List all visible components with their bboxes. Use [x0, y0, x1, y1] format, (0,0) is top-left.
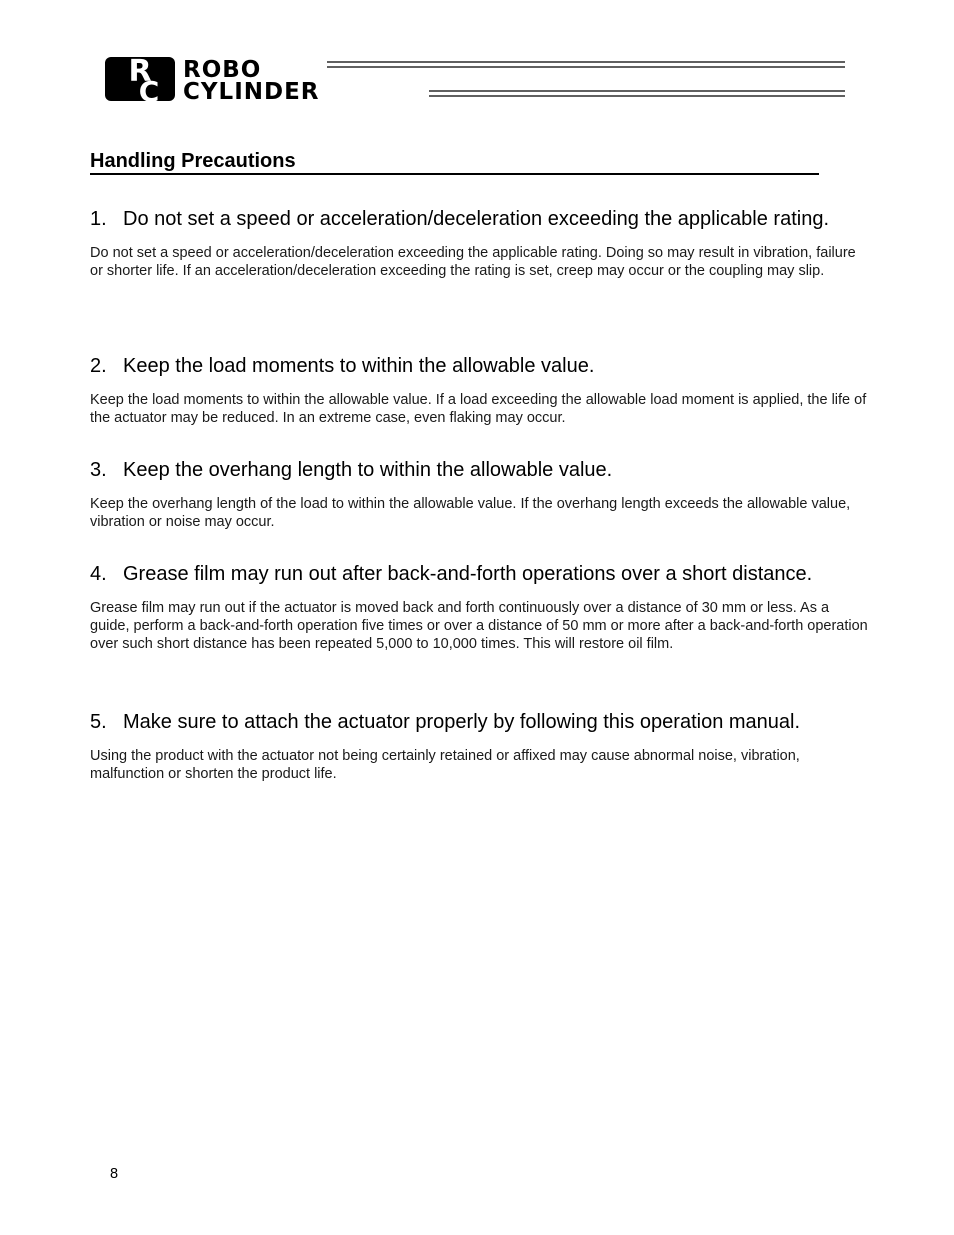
precaution-body: Keep the load moments to within the allowable value. If a load exceeding the allowable load moment is applied, the life of the actuator may be reduced. In an extreme case, even flaking may occur. — [90, 392, 867, 426]
precaution-body: Grease film may run out if the actuator is moved back and forth continuously over a distance of 30 mm or less. As a guide, perform a back-and-forth operation five times or over a distance of 50 mm or more after a back-and-forth operation over such short distance has been repeated 5,000 to 10,000 times. This will restore oil film. — [90, 600, 868, 652]
logo-text-cylinder: CYLINDER — [183, 79, 320, 105]
precaution-number: 3. — [90, 459, 107, 481]
precaution-item-2 — [90, 354, 870, 427]
precaution-heading — [90, 354, 870, 379]
precaution-heading-text: Keep the overhang length to within the allowable value. — [123, 459, 613, 481]
precaution-body: Keep the overhang length of the load to within the allowable value. If the overhang length exceeds the allowable value, vibration or noise may occur. — [90, 496, 851, 530]
precaution-heading-text: Grease film may run out after back-and-forth operations over a short distance. — [123, 563, 813, 585]
precaution-heading — [90, 562, 870, 587]
robo-cylinder-logo — [105, 55, 845, 105]
page-number: 8 — [110, 1166, 119, 1182]
precaution-heading — [90, 207, 870, 232]
precaution-heading-text: Keep the load moments to within the allowable value. — [123, 355, 595, 377]
logo-mark-r: R — [128, 55, 152, 89]
section-title: Handling Precautions — [90, 149, 819, 175]
precaution-heading-text: Make sure to attach the actuator properly by following this operation manual. — [123, 711, 801, 733]
precaution-heading-text: Do not set a speed or acceleration/deceleration exceeding the applicable rating. — [123, 208, 830, 230]
precaution-number: 2. — [90, 355, 107, 377]
precaution-heading — [90, 710, 870, 735]
logo-mark-c: C — [138, 75, 160, 105]
precaution-item-4 — [90, 562, 870, 653]
precaution-number: 1. — [90, 208, 107, 230]
precaution-item-5 — [90, 710, 870, 783]
precaution-heading — [90, 458, 870, 483]
logo-text-robo: ROBO — [183, 57, 262, 83]
precaution-item-1 — [90, 207, 870, 280]
logo-graphic — [105, 55, 845, 105]
precaution-item-3 — [90, 458, 870, 531]
precaution-body: Using the product with the actuator not being certainly retained or affixed may cause abnormal noise, vibration, malfunction or shorten the product life. — [90, 748, 800, 782]
precaution-body: Do not set a speed or acceleration/deceleration exceeding the applicable rating. Doing so may result in vibration, failure or shorter life. If an acceleration/deceleration exceeding the rating is set, creep may occur or the coupling may slip. — [90, 245, 856, 279]
precaution-number: 5. — [90, 711, 107, 733]
precaution-number: 4. — [90, 563, 107, 585]
